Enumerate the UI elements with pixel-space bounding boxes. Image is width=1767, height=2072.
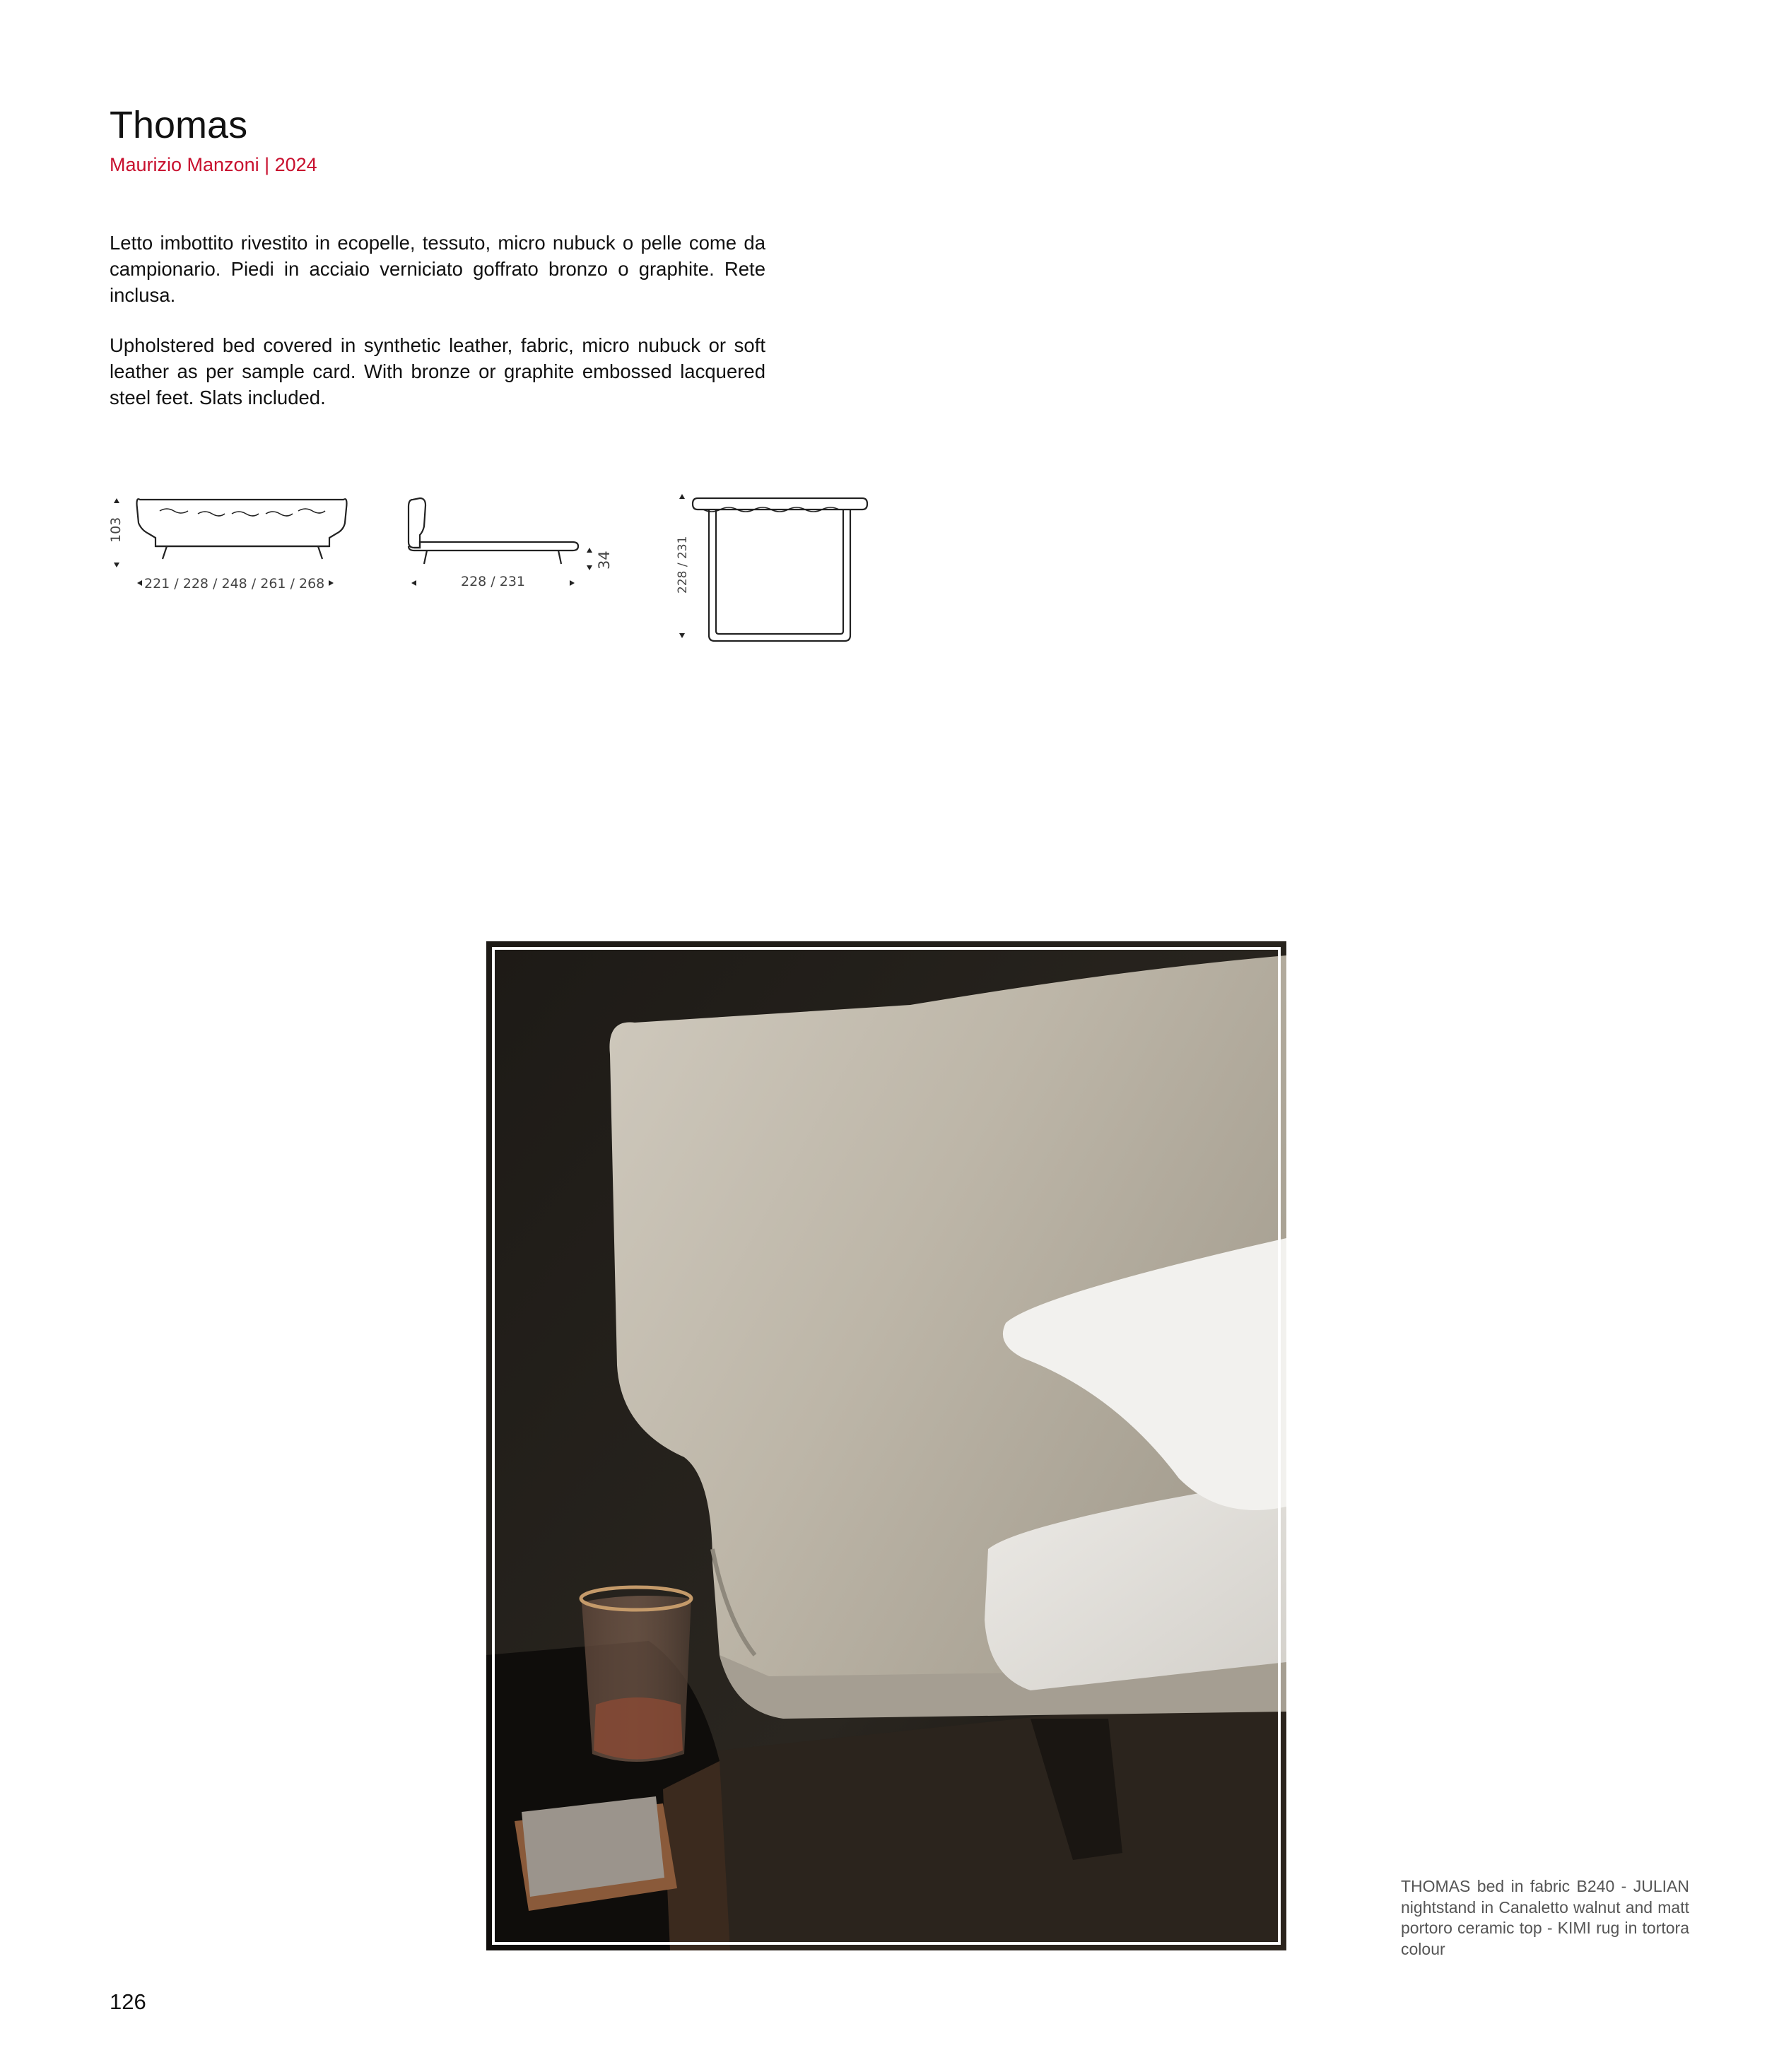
top-view-drawing	[675, 491, 880, 647]
description-english: Upholstered bed covered in synthetic leather, fabric, micro nubuck or soft leather as per sample card. With bronze or graphite embossed lacquered steel feet. Slats included.	[110, 334, 765, 408]
description-italian: Letto imbottito rivestito in ecopelle, tessuto, micro nubuck o pelle come da campionario. Piedi in acciaio verniciato goffrato bronzo o graphite. Rete inclusa.	[110, 232, 765, 306]
product-photo	[486, 941, 1286, 1950]
front-width-label: 221 / 228 / 248 / 261 / 268	[144, 576, 325, 591]
page-number: 126	[110, 1989, 146, 2014]
product-title: Thomas	[110, 104, 248, 146]
photo-caption: THOMAS bed in fabric B240 - JULIAN nightstand in Canaletto walnut and matt portoro ceramic top - KIMI rug in tortora colour	[1401, 1877, 1689, 1958]
top-length-label: 228 / 231	[676, 536, 690, 594]
side-length-label: 228 / 231	[461, 574, 526, 589]
side-height-label: 34	[596, 551, 613, 570]
designer-year: Maurizio Manzoni | 2024	[110, 154, 317, 175]
front-height-label: 103	[108, 517, 124, 543]
